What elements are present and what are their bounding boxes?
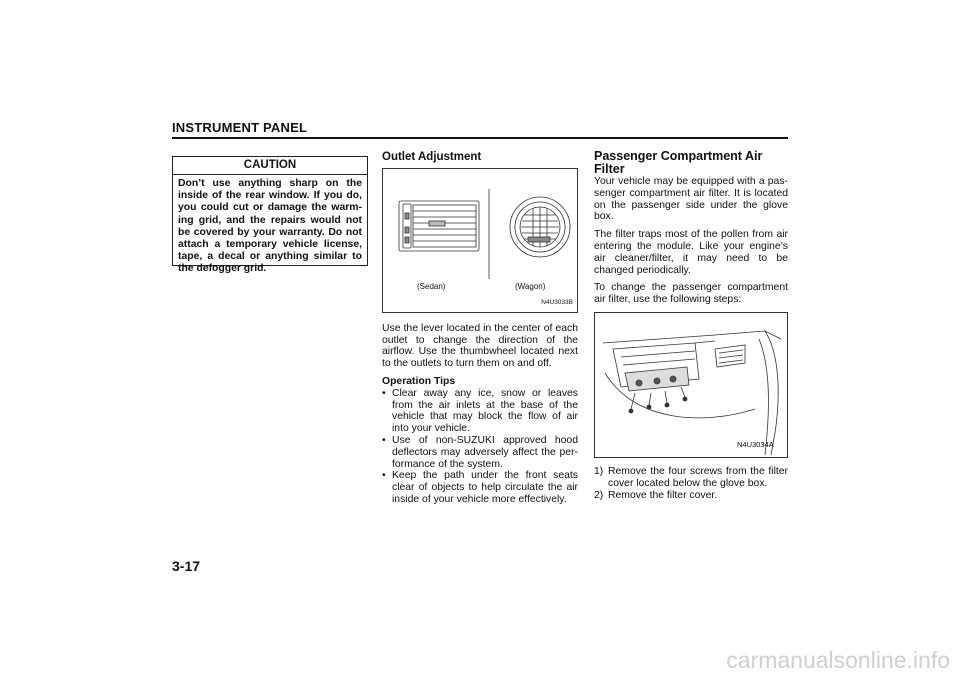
header-rule: [172, 137, 788, 139]
step-number: 2): [594, 489, 604, 501]
page-number: 3-17: [172, 558, 201, 574]
section-header: INSTRUMENT PANEL: [172, 120, 308, 135]
list-item: [594, 466, 788, 490]
filter-paragraph-3: To change the passenger compartment air filter, use the following steps:: [594, 282, 788, 306]
step-text: Remove the filter cover.: [608, 489, 718, 501]
caution-heading: CAUTION: [173, 157, 367, 175]
outlet-body: Use the lever located in the center of each outlet to change the direction of the airflow. Use the thumbwheel located next to the outlets to turn them on and off.: [382, 322, 578, 370]
watermark: carmanualsonline.info: [726, 647, 950, 673]
figure-code: N4U3034A: [737, 440, 774, 450]
tips-heading: Operation Tips: [382, 375, 456, 387]
caution-text: Don’t use anything sharp on the inside of the rear window. If you do, you could cut or damage the warm-ing grid, and the repairs would not be covered by your warranty. Do not attach a temporary vehicle license, tape, a decal or anything similar to the defogger grid.: [178, 178, 362, 275]
vent-figure: [382, 168, 578, 313]
glovebox-figure: [594, 312, 788, 458]
figure-code: N4U3033B: [541, 299, 573, 306]
filter-paragraph-1: Your vehicle may be equipped with a pas-senger compartment air filter. It is located on the passenger side under the glove box.: [594, 176, 788, 223]
vent-illustration: [383, 169, 577, 312]
list-item: • Keep the path under the front seats clear of objects to help circulate the air inside of your vehicle more effectively.: [382, 470, 578, 505]
caution-box: [172, 156, 368, 275]
filter-paragraph-2: The filter traps most of the pollen from air entering the module. Like your engine’s air cleaner/filter, it may need to be changed periodically.: [594, 229, 788, 276]
sedan-caption: (Sedan): [417, 281, 446, 291]
glovebox-illustration: [595, 313, 787, 457]
list-item: • Use of non-SUZUKI approved hood deflectors may adversely affect the per-formance of the system.: [382, 435, 578, 470]
outlet-column: [382, 152, 578, 506]
filter-title: Passenger Compartment Air Filter: [594, 149, 763, 176]
list-item: [594, 490, 788, 502]
steps-list: [594, 466, 788, 501]
sedan-vent-drawing: [399, 201, 479, 251]
step-number: 1): [594, 465, 604, 477]
filter-column: [594, 150, 788, 501]
list-item: • Clear away any ice, snow or leaves from the air inlets at the base of the vehicle that may block the flow of air into your vehicle.: [382, 388, 578, 435]
step-text: Remove the four screws from the filter cover located below the glove box.: [608, 465, 788, 489]
wagon-vent-drawing: [510, 197, 570, 257]
outlet-title: Outlet Adjustment: [382, 151, 482, 163]
tips-list: [382, 388, 578, 506]
wagon-caption: (Wagon): [515, 281, 546, 291]
